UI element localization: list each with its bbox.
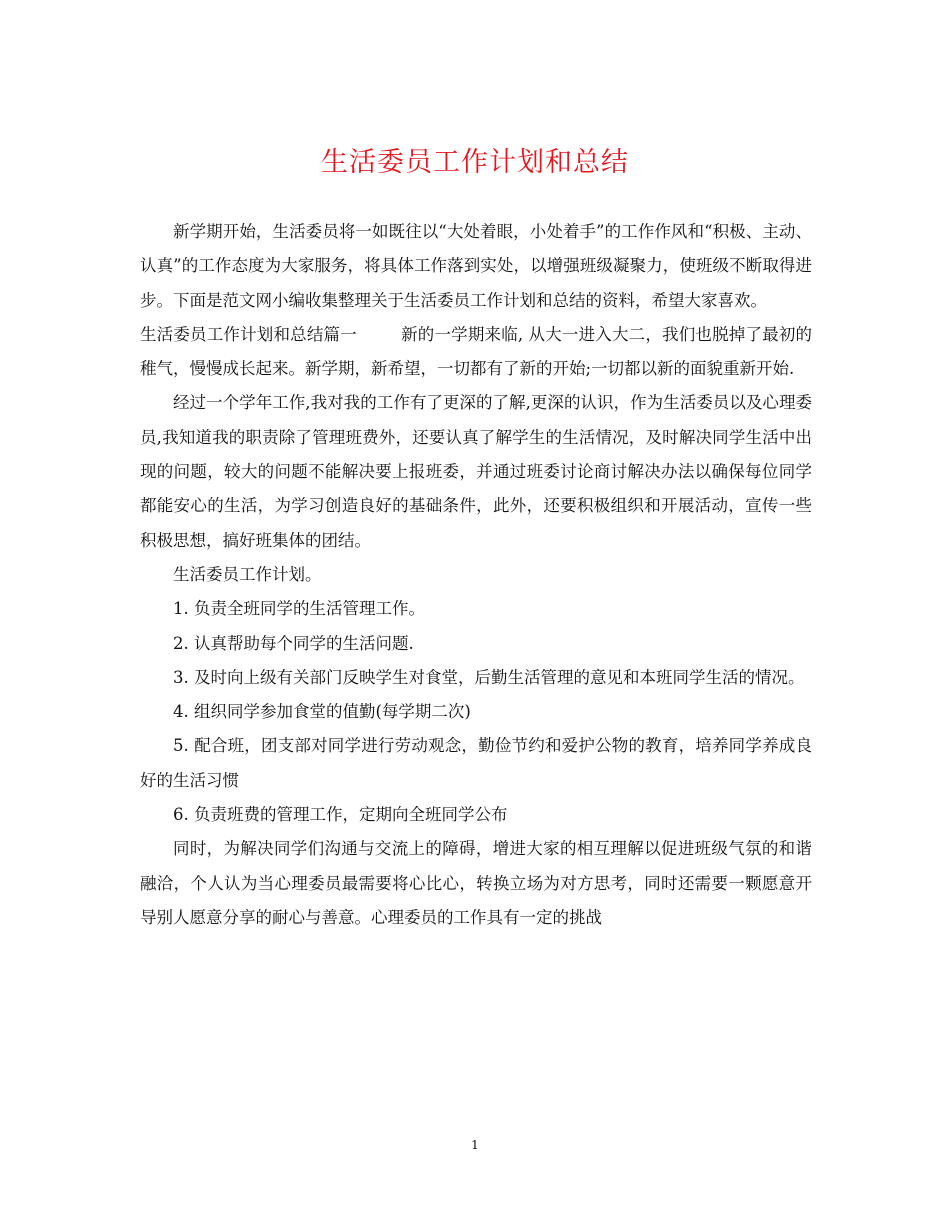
plan-item-1: 1. 负责全班同学的生活管理工作。 — [173, 599, 425, 619]
intro-paragraph: 新学期开始，生活委员将一如既往以“大处着眼，小处着手”的工作作风和“积极、主动、认真”的工作态度为大家服务，将具体工作落到实处，以增强班级凝聚力，使班级不断取得进步。下面是范文网小编收集整理关于生活委员工作计划和总结的资料，希望大家喜欢。 — [140, 222, 812, 310]
review-paragraph: 经过一个学年工作,我对我的工作有了更深的了解,更深的认识，作为生活委员以及心理委员,我知道我的职责除了管理班费外，还要认真了解学生的生活情况，及时解决同学生活中出现的问题，较大的问题不能解决要上报班委，并通过班委讨论商讨解决办法以确保每位同学都能安心的生活，为学习创造良好的基础条件，此外，还要积极组织和开展活动，宣传一些积极思想，搞好班集体的团结。 — [140, 393, 812, 550]
section-paragraph — [140, 318, 812, 387]
plan-heading: 生活委员工作计划。 — [173, 564, 322, 584]
page-number: 1 — [471, 1138, 479, 1152]
closing-paragraph: 同时，为解决同学们沟通与交流上的障碍，增进大家的相互理解以促进班级气氛的和谐融洽，个人认为当心理委员最需要将心比心，转换立场为对方思考，同时还需要一颗愿意开导别人愿意分享的耐心与善意。心理委员的工作具有一定的挑战 — [140, 839, 812, 927]
plan-item-5: 5. 配合班，团支部对同学进行劳动观念，勤俭节约和爱护公物的教育，培养同学养成良好的生活习惯 — [140, 736, 812, 790]
section-lead: 新的一学期来临, 从大一进入大二，我们也脱掉了最初的稚气，慢慢成长起来。新学期，新希望，一切都有了新的开始;一切都以新的面貌重新开始. — [140, 324, 813, 379]
section-heading: 生活委员工作计划和总结篇一 — [140, 324, 357, 344]
plan-item-3: 3. 及时向上级有关部门反映学生对食堂，后勤生活管理的意见和本班同学生活的情况。 — [173, 667, 805, 687]
plan-item-6: 6. 负责班费的管理工作，定期向全班同学公布 — [173, 805, 508, 825]
document-body — [140, 215, 812, 935]
document-title: 生活委员工作计划和总结 — [321, 147, 629, 178]
plan-item-4: 4. 组织同学参加食堂的值勤(每学期二次) — [173, 702, 471, 722]
plan-item-2: 2. 认真帮助每个同学的生活问题. — [173, 633, 414, 653]
